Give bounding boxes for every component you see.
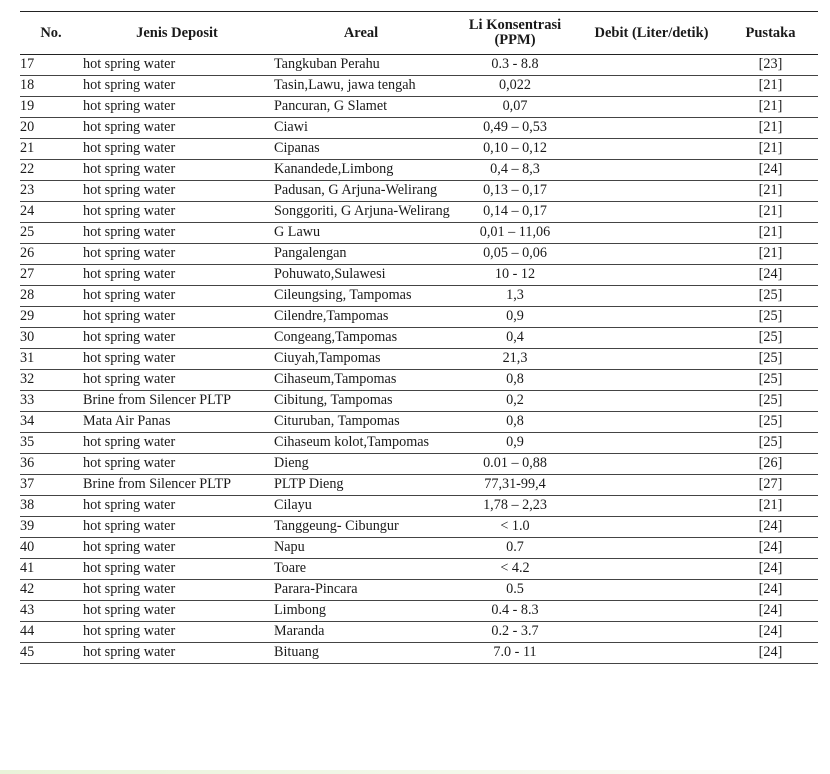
table-row (20, 244, 818, 265)
cell-debit (580, 433, 723, 454)
table-row (20, 76, 818, 97)
table-row (20, 349, 818, 370)
cell-no: 36 (20, 455, 35, 471)
table-row (20, 160, 818, 181)
table-row (20, 496, 818, 517)
cell-no: 37 (20, 476, 35, 492)
cell-no: 26 (20, 245, 35, 261)
cell-deposit-type: hot spring water (83, 497, 176, 513)
cell-area: Kanandede,Limbong (274, 161, 394, 177)
cell-area: Cilendre,Tampomas (274, 308, 389, 324)
cell-deposit-type: hot spring water (83, 203, 176, 219)
header-no: No. (40, 24, 62, 41)
cell-debit (580, 517, 723, 538)
cell-reference: [24] (758, 539, 783, 555)
cell-li-concentration: 0,8 (506, 413, 524, 429)
cell-reference: [25] (758, 287, 783, 303)
cell-reference: [25] (758, 413, 783, 429)
cell-no: 39 (20, 518, 35, 534)
cell-reference: [21] (758, 203, 783, 219)
cell-deposit-type: hot spring water (83, 245, 176, 261)
cell-li-concentration: 0.01 – 0,88 (483, 455, 547, 471)
cell-li-concentration: 0,9 (506, 308, 524, 324)
table-row (20, 55, 818, 76)
table-row (20, 412, 818, 433)
cell-reference: [25] (758, 308, 783, 324)
cell-area: Tangkuban Perahu (274, 56, 380, 72)
page-bottom-band (0, 770, 830, 774)
cell-reference: [21] (758, 119, 783, 135)
cell-reference: [23] (758, 56, 783, 72)
table-row (20, 559, 818, 580)
cell-reference: [21] (758, 98, 783, 114)
cell-deposit-type: hot spring water (83, 224, 176, 240)
table-row (20, 643, 818, 664)
cell-reference: [25] (758, 329, 783, 345)
table-row (20, 202, 818, 223)
cell-debit (580, 496, 723, 517)
cell-li-concentration: 21,3 (502, 350, 528, 366)
cell-deposit-type: hot spring water (83, 371, 176, 387)
cell-li-concentration: 7.0 - 11 (493, 644, 537, 660)
cell-no: 25 (20, 224, 35, 240)
cell-debit (580, 55, 723, 76)
table-row (20, 475, 818, 496)
cell-no: 35 (20, 434, 35, 450)
cell-area: Padusan, G Arjuna-Welirang (274, 182, 438, 198)
cell-debit (580, 580, 723, 601)
cell-deposit-type: hot spring water (83, 182, 176, 198)
table-row (20, 622, 818, 643)
cell-reference: [25] (758, 392, 783, 408)
cell-debit (580, 97, 723, 118)
cell-reference: [24] (758, 581, 783, 597)
cell-li-concentration: 0,4 (506, 329, 524, 345)
cell-debit (580, 538, 723, 559)
cell-deposit-type: hot spring water (83, 434, 176, 450)
cell-no: 43 (20, 602, 35, 618)
cell-li-concentration: 0,022 (499, 77, 531, 93)
cell-debit (580, 391, 723, 412)
cell-debit (580, 118, 723, 139)
cell-debit (580, 160, 723, 181)
cell-area: Limbong (274, 602, 327, 618)
cell-deposit-type: hot spring water (83, 518, 176, 534)
cell-area: Dieng (274, 455, 309, 471)
cell-deposit-type: Brine from Silencer PLTP (83, 392, 232, 408)
cell-debit (580, 370, 723, 391)
cell-reference: [21] (758, 77, 783, 93)
table-row (20, 601, 818, 622)
cell-no: 18 (20, 77, 35, 93)
cell-no: 31 (20, 350, 35, 366)
cell-deposit-type: hot spring water (83, 329, 176, 345)
cell-deposit-type: hot spring water (83, 77, 176, 93)
cell-area: Pancuran, G Slamet (274, 98, 388, 114)
cell-area: Cihaseum,Tampomas (274, 371, 397, 387)
cell-area: Cihaseum kolot,Tampomas (274, 434, 430, 450)
cell-reference: [21] (758, 497, 783, 513)
cell-reference: [24] (758, 623, 783, 639)
cell-deposit-type: hot spring water (83, 602, 176, 618)
cell-debit (580, 202, 723, 223)
cell-reference: [24] (758, 518, 783, 534)
cell-debit (580, 76, 723, 97)
cell-li-concentration: 0.5 (506, 581, 524, 597)
cell-reference: [21] (758, 224, 783, 240)
cell-area: Bituang (274, 644, 319, 660)
cell-deposit-type: hot spring water (83, 98, 176, 114)
header-row (20, 12, 818, 55)
cell-deposit-type: hot spring water (83, 455, 176, 471)
cell-li-concentration: 0,13 – 0,17 (483, 182, 547, 198)
cell-debit (580, 328, 723, 349)
table-body (20, 55, 818, 664)
cell-no: 28 (20, 287, 35, 303)
cell-reference: [27] (758, 476, 783, 492)
cell-area: PLTP Dieng (274, 476, 344, 492)
cell-area: Songgoriti, G Arjuna-Welirang (274, 203, 450, 219)
cell-no: 30 (20, 329, 35, 345)
cell-no: 29 (20, 308, 35, 324)
cell-li-concentration: 0.2 - 3.7 (491, 623, 539, 639)
header-debit: Debit (Liter/detik) (594, 24, 709, 41)
table-row (20, 391, 818, 412)
cell-deposit-type: hot spring water (83, 140, 176, 156)
table-row (20, 433, 818, 454)
cell-li-concentration: 0,10 – 0,12 (483, 140, 547, 156)
cell-li-concentration: 0,49 – 0,53 (483, 119, 547, 135)
table-row (20, 223, 818, 244)
table-row (20, 139, 818, 160)
cell-no: 24 (20, 203, 35, 219)
cell-li-concentration: 0,8 (506, 371, 524, 387)
cell-no: 44 (20, 623, 35, 639)
cell-li-concentration: 0,4 – 8,3 (490, 161, 540, 177)
cell-no: 22 (20, 161, 35, 177)
cell-area: Pangalengan (274, 245, 347, 261)
cell-deposit-type: hot spring water (83, 539, 176, 555)
cell-debit (580, 622, 723, 643)
table-row (20, 538, 818, 559)
cell-reference: [21] (758, 140, 783, 156)
cell-debit (580, 412, 723, 433)
cell-area: Ciawi (274, 119, 308, 135)
cell-deposit-type: hot spring water (83, 287, 176, 303)
cell-no: 45 (20, 644, 35, 660)
cell-reference: [24] (758, 602, 783, 618)
cell-area: Tasin,Lawu, jawa tengah (274, 77, 416, 93)
cell-no: 19 (20, 98, 35, 114)
cell-deposit-type: hot spring water (83, 56, 176, 72)
table-row (20, 328, 818, 349)
cell-no: 42 (20, 581, 35, 597)
cell-debit (580, 454, 723, 475)
cell-area: Maranda (274, 623, 325, 639)
cell-debit (580, 244, 723, 265)
cell-deposit-type: hot spring water (83, 308, 176, 324)
cell-area: Tanggeung- Cibungur (274, 518, 399, 534)
cell-li-concentration: 0.3 - 8.8 (491, 56, 539, 72)
cell-li-concentration: 1,78 – 2,23 (483, 497, 547, 513)
cell-li-concentration: 77,31-99,4 (484, 476, 546, 492)
cell-area: Cileungsing, Tampomas (274, 287, 412, 303)
cell-debit (580, 181, 723, 202)
table-row (20, 97, 818, 118)
cell-area: Cituruban, Tampomas (274, 413, 400, 429)
cell-reference: [25] (758, 371, 783, 387)
cell-debit (580, 307, 723, 328)
cell-debit (580, 286, 723, 307)
cell-no: 20 (20, 119, 35, 135)
cell-debit (580, 349, 723, 370)
table-header (20, 12, 818, 55)
cell-no: 34 (20, 413, 35, 429)
cell-li-concentration: 0,01 – 11,06 (479, 224, 551, 240)
cell-deposit-type: Mata Air Panas (83, 413, 171, 429)
table-row (20, 286, 818, 307)
cell-deposit-type: hot spring water (83, 266, 176, 282)
header-li-concentration: Li Konsentrasi (PPM) (468, 17, 562, 48)
cell-no: 32 (20, 371, 35, 387)
cell-reference: [25] (758, 350, 783, 366)
cell-deposit-type: hot spring water (83, 350, 176, 366)
cell-area: Congeang,Tampomas (274, 329, 398, 345)
cell-debit (580, 559, 723, 580)
cell-li-concentration: 0.7 (506, 539, 524, 555)
cell-debit (580, 265, 723, 286)
cell-area: G Lawu (274, 224, 321, 240)
cell-debit (580, 475, 723, 496)
cell-no: 17 (20, 56, 35, 72)
table-row (20, 181, 818, 202)
cell-area: Napu (274, 539, 305, 555)
cell-area: Cipanas (274, 140, 320, 156)
cell-reference: [24] (758, 644, 783, 660)
cell-area: Cilayu (274, 497, 312, 513)
cell-reference: [24] (758, 161, 783, 177)
cell-area: Ciuyah,Tampomas (274, 350, 381, 366)
document-page (20, 11, 818, 664)
cell-area: Cibitung, Tampomas (274, 392, 393, 408)
cell-no: 27 (20, 266, 35, 282)
cell-deposit-type: hot spring water (83, 644, 176, 660)
cell-debit (580, 643, 723, 664)
cell-debit (580, 139, 723, 160)
table-row (20, 517, 818, 538)
cell-no: 38 (20, 497, 35, 513)
cell-reference: [21] (758, 245, 783, 261)
cell-li-concentration: 0,14 – 0,17 (483, 203, 547, 219)
header-deposit-type: Jenis Deposit (136, 24, 218, 41)
cell-li-concentration: 0,07 (502, 98, 528, 114)
cell-deposit-type: hot spring water (83, 560, 176, 576)
cell-deposit-type: hot spring water (83, 581, 176, 597)
cell-no: 41 (20, 560, 35, 576)
cell-li-concentration: 0,2 (506, 392, 524, 408)
cell-reference: [24] (758, 560, 783, 576)
table-row (20, 118, 818, 139)
cell-li-concentration: < 1.0 (500, 518, 530, 534)
cell-no: 33 (20, 392, 35, 408)
cell-no: 40 (20, 539, 35, 555)
header-area: Areal (343, 24, 379, 41)
cell-reference: [25] (758, 434, 783, 450)
cell-debit (580, 223, 723, 244)
table-row (20, 454, 818, 475)
cell-deposit-type: hot spring water (83, 623, 176, 639)
cell-debit (580, 601, 723, 622)
cell-area: Pohuwato,Sulawesi (274, 266, 386, 282)
table-row (20, 265, 818, 286)
cell-no: 21 (20, 140, 35, 156)
cell-deposit-type: hot spring water (83, 119, 176, 135)
cell-li-concentration: 0.4 - 8.3 (491, 602, 539, 618)
header-reference: Pustaka (745, 24, 796, 41)
cell-li-concentration: 0,05 – 0,06 (483, 245, 547, 261)
cell-li-concentration: 10 - 12 (494, 266, 536, 282)
cell-area: Parara-Pincara (274, 581, 358, 597)
cell-no: 23 (20, 182, 35, 198)
cell-li-concentration: 0,9 (506, 434, 524, 450)
table-row (20, 580, 818, 601)
cell-reference: [26] (758, 455, 783, 471)
lithium-deposit-table (20, 11, 818, 664)
cell-deposit-type: hot spring water (83, 161, 176, 177)
cell-li-concentration: < 4.2 (500, 560, 530, 576)
cell-li-concentration: 1,3 (506, 287, 524, 303)
table-row (20, 370, 818, 391)
table-row (20, 307, 818, 328)
cell-area: Toare (274, 560, 307, 576)
cell-deposit-type: Brine from Silencer PLTP (83, 476, 232, 492)
cell-reference: [21] (758, 182, 783, 198)
cell-reference: [24] (758, 266, 783, 282)
